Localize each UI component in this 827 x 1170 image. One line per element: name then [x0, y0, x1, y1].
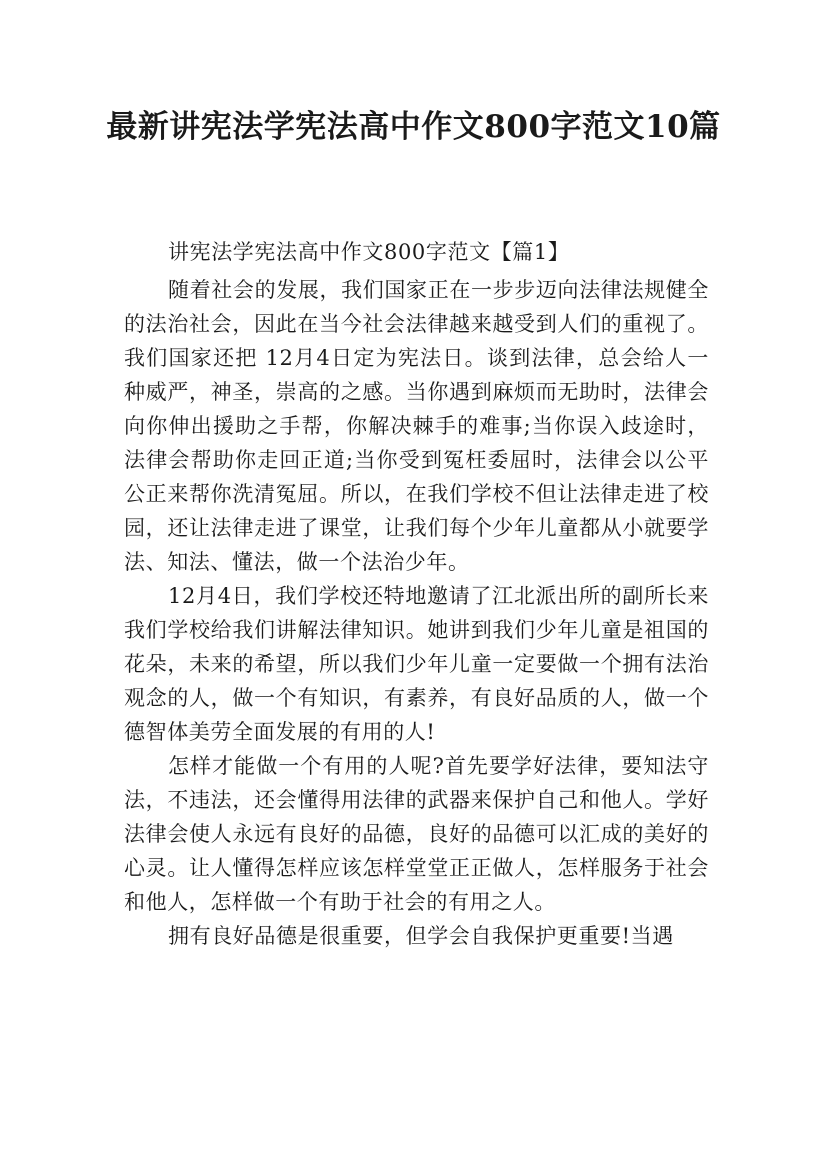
- document-body: [124, 235, 709, 953]
- document-title: 最新讲宪法学宪法高中作文800字范文10篇: [106, 109, 721, 145]
- paragraph: 随着社会的发展，我们国家正在一步步迈向法律法规健全的法治社会，因此在当今社会法律越来越受到人们的重视了。我们国家还把 12月4日定为宪法日。谈到法律，总会给人一种威严，神圣，崇高的之感。当你遇到麻烦而无助时，法律会向你伸出援助之手帮，你解决棘手的难事;当你误入歧途时，法律会帮助你走回正道;当你受到冤枉委屈时，法律会以公平公正来帮你洗清冤屈。所以，在我们学校不但让法律走进了校园，还让法律走进了课堂，让我们每个少年儿童都从小就要学法、知法、懂法，做一个法治少年。: [124, 278, 709, 574]
- paragraph: 怎样才能做一个有用的人呢?首先要学好法律，要知法守法，不违法，还会懂得用法律的武器来保护自己和他人。学好法律会使人永远有良好的品德，良好的品德可以汇成的美好的心灵。让人懂得怎样应该怎样堂堂正正做人，怎样服务于社会和他人，怎样做一个有助于社会的有用之人。: [124, 754, 709, 914]
- paragraph: 拥有良好品德是很重要，但学会自我保护更重要!当遇: [168, 924, 674, 948]
- section-title: 讲宪法学宪法高中作文800字范文【篇1】: [168, 240, 570, 264]
- paragraph: 12月4日，我们学校还特地邀请了江北派出所的副所长来我们学校给我们讲解法律知识。她讲到我们少年儿童是祖国的花朵，未来的希望，所以我们少年儿童一定要做一个拥有法治观念的人，做一个有知识，有素养，有良好品质的人，做一个德智体美劳全面发展的有用的人!: [124, 584, 709, 744]
